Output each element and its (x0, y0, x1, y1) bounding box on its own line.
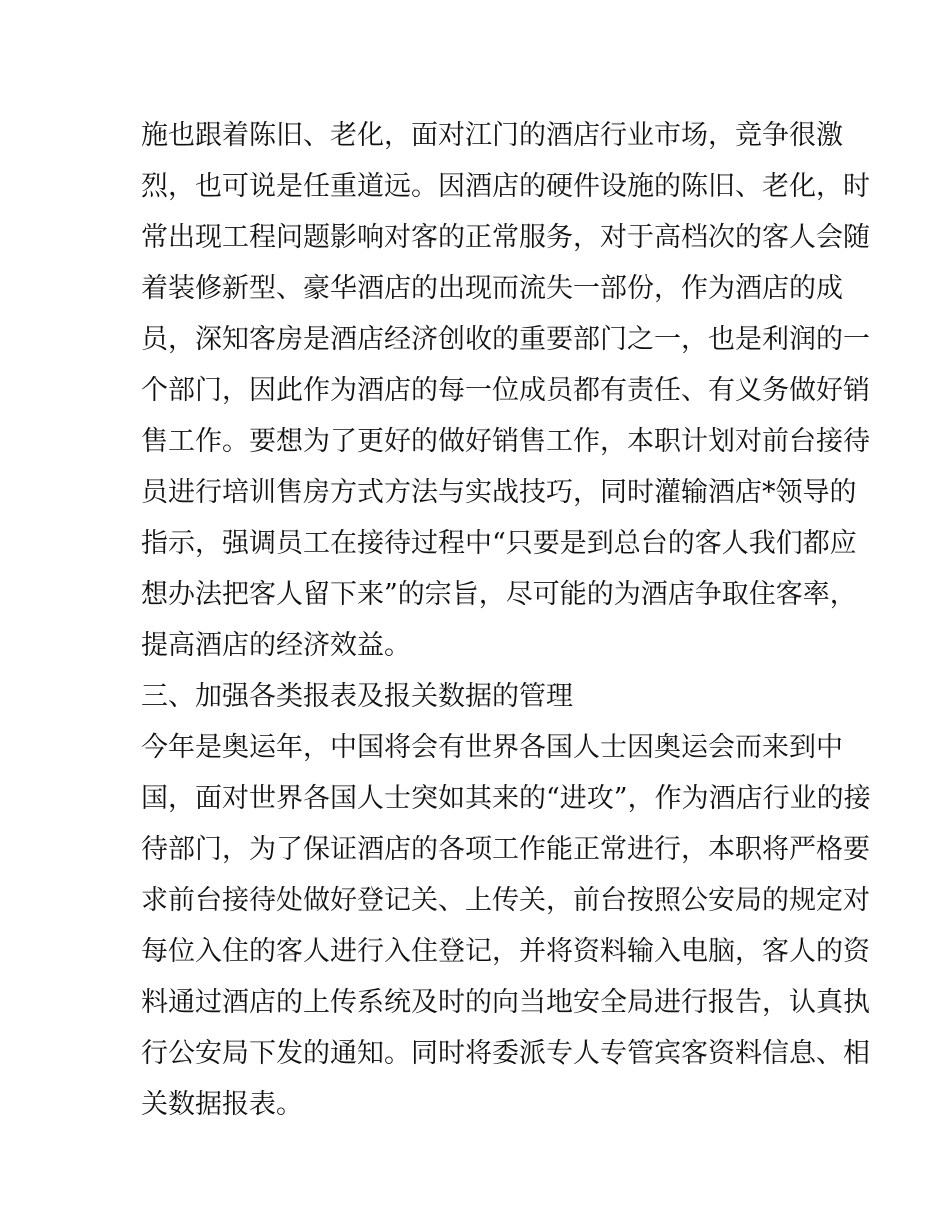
text-line: 行公安局下发的通知。同时将委派专人专管宾客资料信息、相 (141, 1038, 870, 1069)
section-heading: 三、加强各类报表及报关数据的管理 (141, 681, 573, 712)
text-line: 个部门，因此作为酒店的每一位成员都有责任、有义务做好销 (141, 375, 870, 406)
text-line: 料通过酒店的上传系统及时的向当地安全局进行报告，认真执 (141, 987, 870, 1018)
text-line: 待部门，为了保证酒店的各项工作能正常进行，本职将严格要 (141, 834, 870, 865)
text-line: 关数据报表。 (141, 1089, 303, 1120)
text-line: 施也跟着陈旧、老化，面对江门的酒店行业市场，竞争很激 (141, 120, 843, 151)
text-line: 烈，也可说是任重道远。因酒店的硬件设施的陈旧、老化，时 (141, 171, 870, 202)
body-text (141, 110, 871, 1130)
text-line: 常出现工程问题影响对客的正常服务，对于高档次的客人会随 (141, 222, 870, 253)
text-line: 指示，强调员工在接待过程中“只要是到总台的客人我们都应 (141, 528, 857, 559)
text-line: 每位入住的客人进行入住登记，并将资料输入电脑，客人的资 (141, 936, 870, 967)
text-line: 着装修新型、豪华酒店的出现而流失一部份，作为酒店的成 (141, 273, 843, 304)
text-line: 国，面对世界各国人士突如其来的“进攻”，作为酒店行业的接 (141, 783, 871, 814)
text-line: 想办法把客人留下来”的宗旨，尽可能的为酒店争取住客率， (141, 579, 857, 610)
text-line: 售工作。要想为了更好的做好销售工作，本职计划对前台接待 (141, 426, 870, 457)
text-line: 今年是奥运年，中国将会有世界各国人士因奥运会而来到中 (141, 732, 843, 763)
text-line: 求前台接待处做好登记关、上传关，前台按照公安局的规定对 (141, 885, 870, 916)
text-line: 提高酒店的经济效益。 (141, 630, 411, 661)
text-line: 员，深知客房是酒店经济创收的重要部门之一，也是利润的一 (141, 324, 870, 355)
text-line: 员进行培训售房方式方法与实战技巧，同时灌输酒店*领导的 (141, 477, 857, 508)
